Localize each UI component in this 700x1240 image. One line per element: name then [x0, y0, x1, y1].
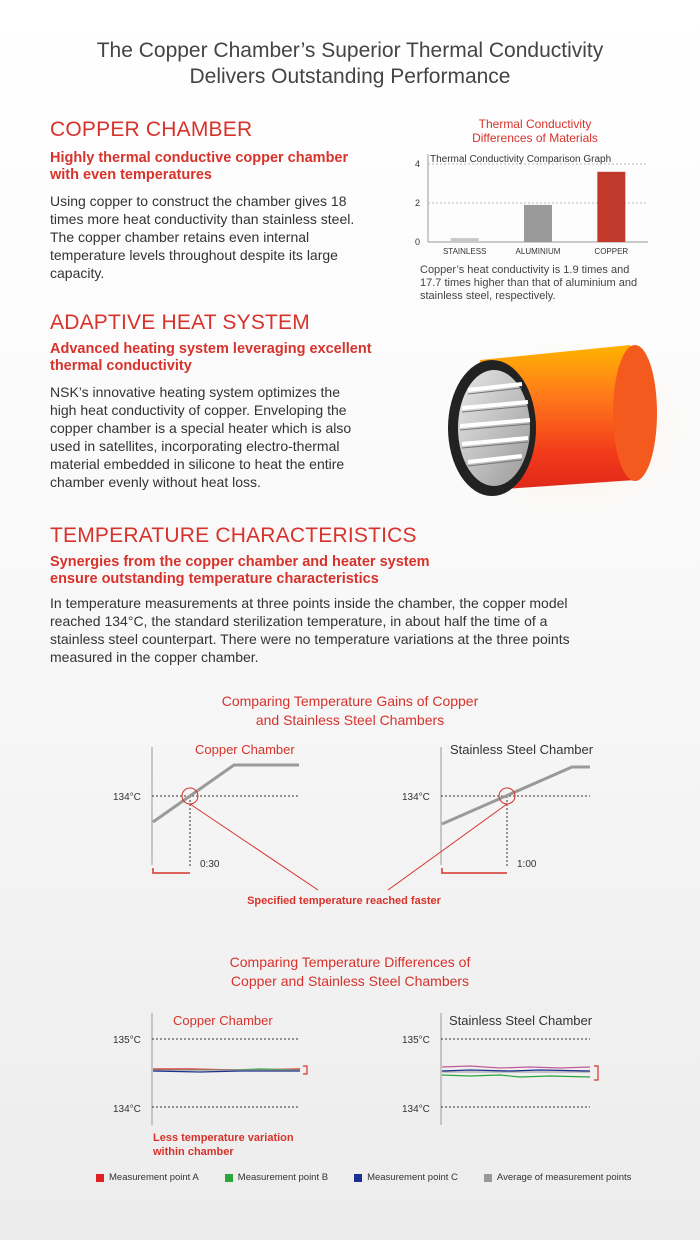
- conductivity-title: [430, 117, 640, 145]
- diffs-title-line-1: Comparing Temperature Differences of: [229, 954, 471, 970]
- temperature-body: [50, 594, 670, 666]
- temperature-gains-diagram: [0, 735, 700, 915]
- conductivity-title-line-2: Differences of Materials: [472, 131, 598, 145]
- copper-section: [50, 118, 400, 282]
- legend-label-average: Average of measurement points: [496, 1172, 632, 1183]
- chart-bars: [451, 172, 626, 242]
- copper-heading: COPPER CHAMBER: [50, 118, 253, 141]
- gains-steel-time-label: 1:00: [517, 859, 537, 870]
- adaptive-subheading-line-1: Advanced heating system leveraging excellent: [50, 341, 372, 357]
- gains-copper-bracket: [153, 868, 190, 873]
- copper-body: [50, 192, 400, 282]
- legend-item-point-a: [96, 1172, 199, 1183]
- temperature-subheading-line-1: Synergies from the copper chamber and heater system: [50, 554, 430, 570]
- conductivity-caption-line-2: 17.7 times higher than that of aluminium and: [420, 277, 638, 289]
- temperature-subheading-line-2: ensure outstanding temperature characteristics: [50, 571, 379, 587]
- adaptive-body-line-4: used in satellites, incorporating electro-thermal: [50, 438, 340, 454]
- diffs-copper-low-label: 134°C: [113, 1104, 141, 1115]
- diffs-title: [150, 953, 550, 991]
- gains-title-line-1: Comparing Temperature Gains of Copper: [221, 693, 479, 709]
- legend-item-average: [484, 1172, 631, 1183]
- copper-subheading: [50, 150, 400, 184]
- diffs-copper-bracket: [303, 1066, 307, 1074]
- diffs-steel-high-label: 135°C: [402, 1035, 430, 1046]
- heated-chamber-illustration: [420, 320, 700, 530]
- legend-item-point-c: [354, 1172, 458, 1183]
- copper-body-line-1: Using copper to construct the chamber gives 18: [50, 193, 347, 209]
- legend-item-point-b: [225, 1172, 328, 1183]
- legend-label-point-a: Measurement point A: [109, 1172, 199, 1183]
- temperature-body-line-4: measured in the copper chamber.: [50, 649, 259, 665]
- adaptive-section: [50, 311, 410, 491]
- y-tick-0: 0: [414, 237, 420, 247]
- page-title: [0, 38, 700, 90]
- adaptive-body: [50, 383, 410, 491]
- temperature-subheading: [50, 554, 670, 588]
- conductivity-caption-line-1: Copper’s heat conductivity is 1.9 times and: [420, 264, 630, 276]
- diffs-note-line-2: within chamber: [153, 1146, 234, 1155]
- legend-label-point-b: Measurement point B: [237, 1172, 329, 1183]
- x-tick-copper: COPPER: [594, 247, 629, 256]
- bar-copper: [597, 172, 625, 242]
- measurement-legend: [96, 1172, 656, 1183]
- temperature-differences-diagram: [0, 1005, 700, 1155]
- adaptive-heading: ADAPTIVE HEAT SYSTEM: [50, 311, 310, 334]
- diffs-copper-label: Copper Chamber: [173, 1013, 273, 1028]
- adaptive-body-line-6: chamber evenly without heat loss.: [50, 474, 261, 490]
- diffs-steel-point-a: [442, 1066, 590, 1068]
- copper-subheading-line-1: Highly thermal conductive copper chamber: [50, 150, 349, 166]
- x-tick-stainless: STAINLESS: [442, 247, 487, 256]
- diffs-steel-bracket: [594, 1066, 598, 1080]
- adaptive-subheading-line-2: thermal conductivity: [50, 358, 192, 374]
- diffs-copper-high-label: 135°C: [113, 1035, 141, 1046]
- diffs-steel-low-label: 134°C: [402, 1104, 430, 1115]
- temperature-body-line-2: reached 134°C, the standard sterilization temperature, in about half the time of a: [50, 613, 548, 629]
- temperature-heading: TEMPERATURE CHARACTERISTICS: [50, 524, 417, 547]
- gains-steel-curve: [442, 767, 590, 824]
- temperature-body-line-3: stainless steel counterpart. There were no temperature variations at the three points: [50, 631, 570, 647]
- gains-copper-label: Copper Chamber: [195, 742, 295, 757]
- diffs-steel-point-c: [442, 1070, 590, 1071]
- diffs-copper-point-c: [153, 1071, 300, 1072]
- adaptive-body-line-5: material embedded in silicone to heat the entire: [50, 456, 345, 472]
- copper-subheading-line-2: with even temperatures: [50, 167, 212, 183]
- chart-title: Thermal Conductivity Comparison Graph: [430, 154, 612, 165]
- gains-title-line-2: and Stainless Steel Chambers: [255, 712, 445, 728]
- diffs-steel-label: Stainless Steel Chamber: [449, 1013, 593, 1028]
- diffs-steel-point-b: [442, 1075, 590, 1077]
- bar-stainless: [451, 238, 479, 242]
- bar-aluminium: [524, 205, 552, 242]
- gains-copper-temp-label: 134°C: [113, 792, 141, 803]
- gains-title: [150, 692, 550, 730]
- gains-copper-time-label: 0:30: [200, 859, 220, 870]
- gains-steel-label: Stainless Steel Chamber: [450, 742, 594, 757]
- conductivity-bar-chart: [410, 150, 655, 262]
- adaptive-subheading: [50, 341, 410, 375]
- gains-steel-bracket: [442, 868, 507, 873]
- gains-copper-curve: [153, 765, 299, 822]
- page-title-line-1: The Copper Chamber’s Superior Thermal Conductivity: [96, 39, 604, 62]
- y-tick-labels: [415, 159, 420, 247]
- conductivity-caption-line-3: stainless steel, respectively.: [420, 290, 556, 302]
- adaptive-body-line-3: copper chamber is a special heater which is also: [50, 420, 352, 436]
- legend-swatch-point-c: [354, 1174, 362, 1182]
- copper-body-line-5: capacity.: [50, 265, 105, 281]
- gains-note: Specified temperature reached faster: [247, 895, 441, 907]
- gains-copper-pointer: [190, 804, 318, 890]
- legend-swatch-point-b: [225, 1174, 233, 1182]
- y-tick-2: 2: [414, 198, 420, 208]
- x-tick-labels: [443, 247, 628, 256]
- legend-swatch-point-a: [96, 1174, 104, 1182]
- gains-steel-pointer: [388, 804, 507, 890]
- copper-body-line-3: The copper chamber retains even internal: [50, 229, 310, 245]
- diffs-note-line-1: Less temperature variation: [153, 1132, 294, 1144]
- copper-body-line-4: temperature levels throughout despite its large: [50, 247, 338, 263]
- cylinder-back-end: [613, 345, 657, 481]
- conductivity-caption: [420, 264, 660, 303]
- legend-label-point-c: Measurement point C: [367, 1172, 458, 1183]
- y-tick-4: 4: [414, 159, 420, 169]
- temperature-body-line-1: In temperature measurements at three points inside the chamber, the copper model: [50, 595, 568, 611]
- conductivity-title-line-1: Thermal Conductivity: [478, 117, 592, 131]
- page-title-line-2: Delivers Outstanding Performance: [189, 65, 511, 88]
- adaptive-body-line-1: NSK’s innovative heating system optimizes the: [50, 384, 340, 400]
- copper-body-line-2: times more heat conductivity than stainless steel.: [50, 211, 355, 227]
- diffs-title-line-2: Copper and Stainless Steel Chambers: [230, 973, 470, 989]
- legend-swatch-average: [484, 1174, 492, 1182]
- gains-steel-temp-label: 134°C: [402, 792, 430, 803]
- temperature-section: [50, 524, 670, 666]
- x-tick-aluminium: ALUMINIUM: [515, 247, 561, 256]
- adaptive-body-line-2: high heat conductivity of copper. Enveloping the: [50, 402, 347, 418]
